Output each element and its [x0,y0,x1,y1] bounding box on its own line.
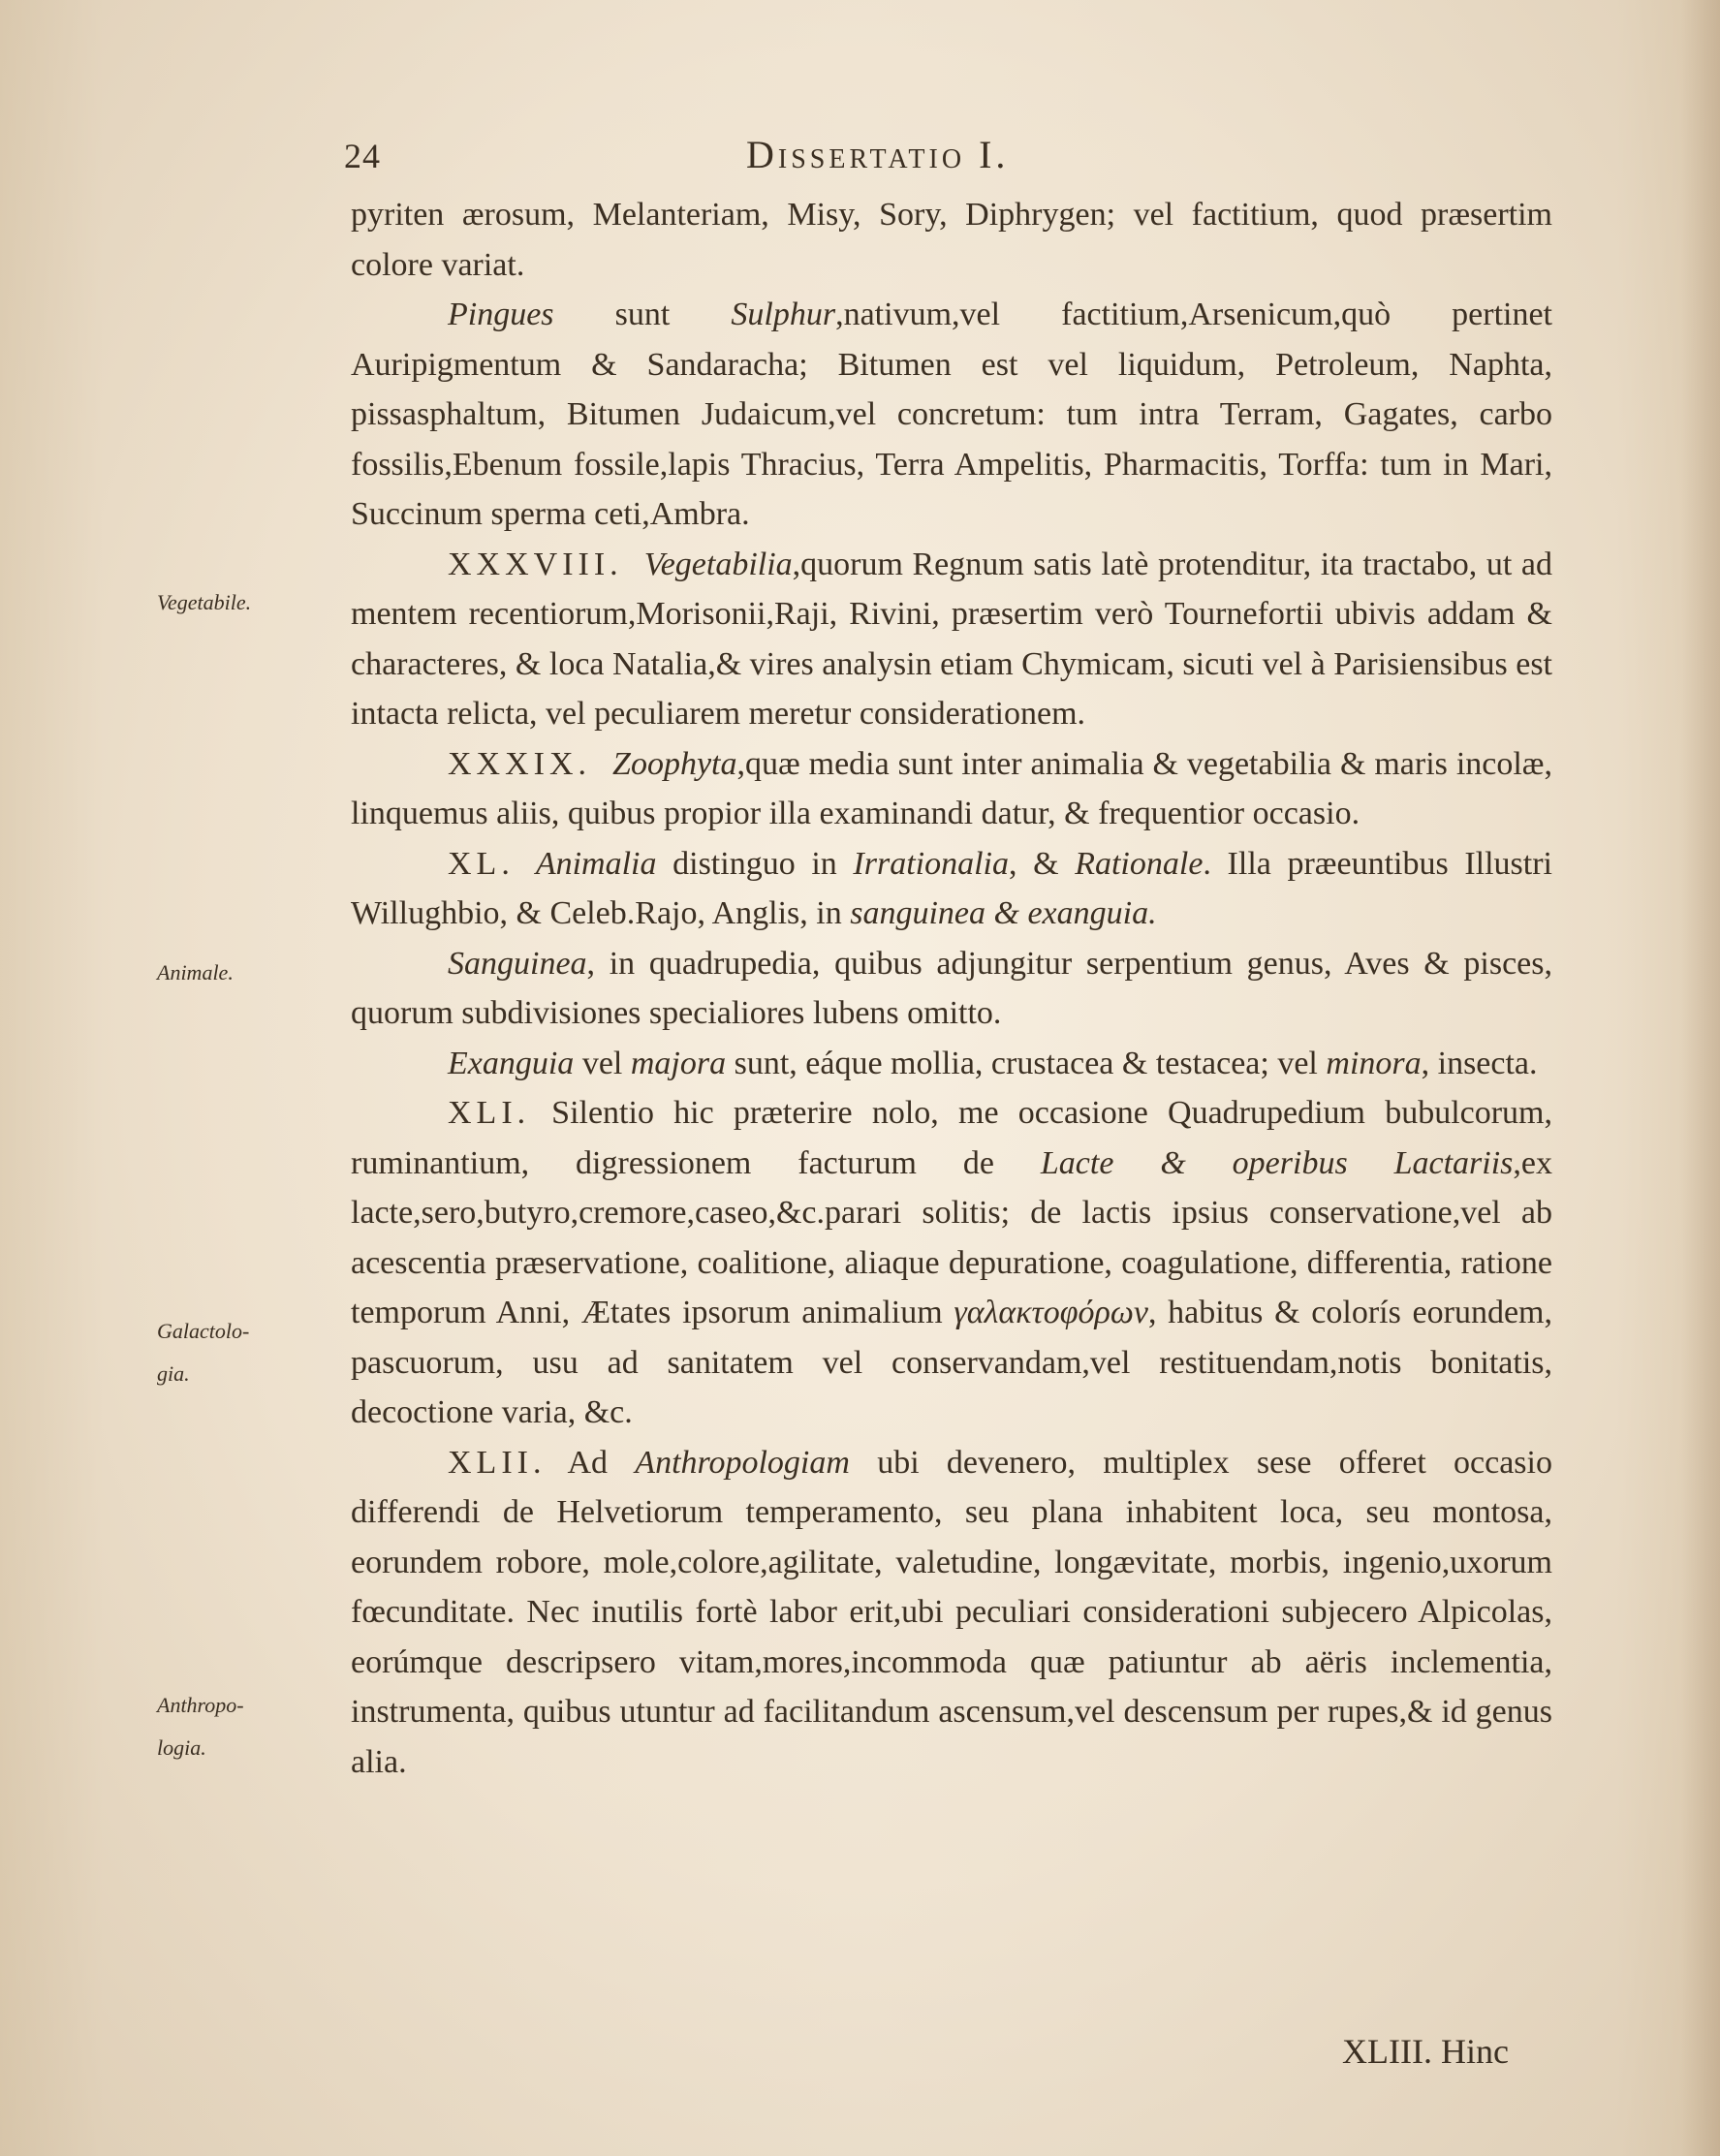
text-run: Silentio hic præterire nolo, me occasione Quadrupedium bubulcorum, ruminantium, digressionem facturum de [351,1095,1552,1181]
paragraph-2 [351,290,1552,540]
body-text [351,190,1552,1787]
text-run: ,quæ media sunt inter animalia & vegetabilia & maris incolæ, linquemus aliis, quibus propior illa examinandi datur, & frequentior occasio. [351,745,1552,831]
margin-note-anthropologia: Anthropo-logia. [157,1693,244,1760]
section-number: XXXVIII. [448,546,623,582]
page-header [344,133,1565,194]
text-run: . Illa præeuntibus Illustri Willughbio, & Celeb.Rajo, Anglis, in [351,845,1552,931]
section-number: XL. [448,845,515,882]
text-run: ,nativum,vel factitium,Arsenicum,quò pertinet Auripigmentum & Sandaracha; Bitumen est vel liquidum, Petroleum, Naphta, pissasphaltum, Bitumen Judaicum,vel concretum: tum intra Terram, Gagates, carbo fossilis,Ebenum fossile,lapis Thracius, Terra Ampelitis, Pharmacitis, Torffa: tum in Mari, Succinum sperma ceti,Ambra. [351,297,1552,532]
text-run: ,ex lacte,sero,butyro,cremore,caseo,&c.parari solitis; de lactis ipsius conservatione,vel ab acescentia præservatione, coalitione, aliaque depuratione, coagulatione, differentia, ratione temporum Anni, Ætates ipsorum animalium [351,1144,1552,1330]
italic-term: Anthropologiam [635,1444,850,1481]
paragraph-exanguia [351,1039,1552,1089]
text-run: Ad [567,1444,636,1481]
margin-note-galactologia: Galactolo-gia. [157,1319,250,1386]
italic-term: Lacte & operibus Lactariis [1040,1144,1514,1181]
section-40 [351,839,1552,939]
section-38 [351,540,1552,739]
paragraph-sanguinea [351,939,1552,1039]
margin-note-animale: Animale. [157,960,234,984]
running-title: Dissertatio I. [746,133,1010,176]
italic-term: Sanguinea [448,945,587,982]
section-41 [351,1088,1552,1438]
text-run: sunt [553,297,732,332]
section-number: XLII. [448,1444,547,1481]
text-run: , insecta. [1421,1045,1538,1081]
italic-term: Irrationalia [853,845,1009,882]
greek-term: γαλακτοφόρων [954,1295,1148,1330]
italic-term: majora [630,1045,727,1081]
text-run: , habitus & colorís eorundem, pascuorum, usu ad sanitatem vel conservandam,vel restituendam,notis bonitatis, decoctione varia, &c. [351,1295,1552,1430]
section-42 [351,1438,1552,1788]
text-run: ubi devenero, multiplex sese offeret occasio differendi de Helvetiorum temperamento, seu plana inhabitent loca, seu montosa, eorundem robore, mole,colore,agilitate, valetudine, longævitate, morbis, ingenio,uxorum fœcunditate. Nec inutilis fortè labor erit,ubi peculiari considerationi subjecero Alpicolas, eorúmque descripsero vitam,mores,incommoda quæ patiuntur ab aëris inclementia, instrumenta, quibus utuntur ad facilitandum ascensum,vel descensum per rupes,& id genus alia. [351,1444,1552,1780]
italic-term: Pingues [448,297,554,332]
italic-term: Rationale [1075,845,1204,882]
italic-term: Vegetabilia [643,546,793,582]
text-run: , & [1009,845,1076,882]
page-number: 24 [344,137,381,175]
text-run: sunt, eáque mollia, crustacea & testacea; vel [726,1045,1327,1081]
paragraph-1: pyriten ærosum, Melanteriam, Misy, Sory, Diphrygen; vel factitium, quod præsertim colore variat. [351,197,1552,283]
text-run: vel [574,1045,631,1081]
catchword: XLIII. Hinc [1342,2032,1509,2071]
italic-term: Animalia [535,845,657,882]
italic-term: sanguinea & exanguia. [850,895,1157,931]
italic-term: Exanguia [448,1045,575,1081]
text-run: distinguo in [656,845,854,882]
section-number: XLI. [448,1095,531,1131]
italic-term: Sulphur [731,297,836,332]
section-39 [351,739,1552,839]
section-number: XXXIX. [448,745,592,782]
text-run: ,quorum Regnum satis latè protenditur, ita tractabo, ut ad mentem recentiorum,Morisonii,Raji, Rivini, præsertim verò Tournefortii ubivis addam & characteres, & loca Natalia,& vires analysin etiam Chymicam, sicuti vel à Parisiensibus est intacta relicta, vel peculiarem meretur considerationem. [351,546,1552,732]
italic-term: minora [1326,1045,1422,1081]
margin-note-vegetabile: Vegetabile. [157,590,252,614]
text-run: , in quadrupedia, quibus adjungitur serpentium genus, Aves & pisces, quorum subdivisiones specialiores lubens omitto. [351,945,1552,1031]
italic-term: Zoophyta [612,745,737,782]
